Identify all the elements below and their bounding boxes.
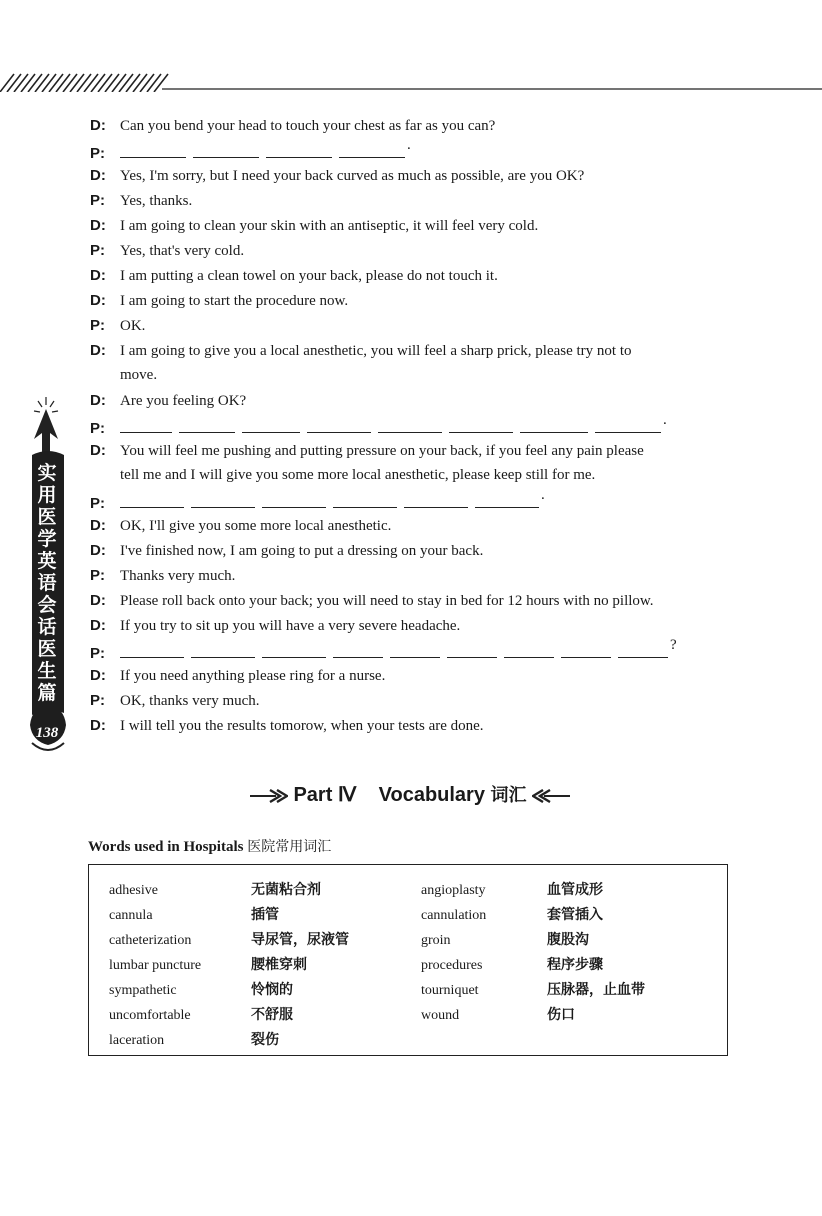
vocab-term: angioplasty [421,883,486,898]
answer-blank[interactable] [262,491,326,508]
blank-end-punctuation: . [407,137,411,153]
dialogue-line [90,288,740,313]
dialogue-line [90,488,740,513]
vocabulary-table [88,864,728,1056]
speaker-label: P: [90,567,105,584]
vocab-translation: 怜悯的 [251,982,293,998]
vocab-translation: 伤口 [547,1007,575,1023]
answer-blank[interactable] [561,641,611,658]
dialogue-line [90,238,740,263]
vocab-term: lumbar puncture [109,958,202,973]
vocab-translation: 套管插入 [547,907,603,923]
dialogue-line [90,188,740,213]
answer-blanks [120,488,551,508]
answer-blank[interactable] [504,641,554,658]
blank-end-punctuation: . [541,487,545,503]
dialogue-text: OK. [120,318,146,334]
dialogue-line [90,213,740,238]
left-ornament-icon [250,789,288,803]
dialogue-line [90,338,740,363]
speaker-label: D: [90,217,106,234]
speaker-label: D: [90,342,106,359]
dialogue-line [90,613,740,638]
dialogue-line [90,363,740,388]
part-label: Part Ⅳ [293,784,357,806]
dialogue-line [90,513,740,538]
vocab-translation: 腹股沟 [547,932,589,948]
answer-blank[interactable] [333,491,397,508]
vocab-translation: 压脉器，止血带 [547,982,645,998]
dialogue-line [90,688,740,713]
vocab-term: cannulation [421,908,487,923]
speaker-label: D: [90,542,106,559]
speaker-label: D: [90,167,106,184]
dialogue-text: If you try to sit up you will have a very severe headache. [120,618,461,634]
answer-blank[interactable] [242,416,300,433]
dialogue-text: I've finished now, I am going to put a dressing on your back. [120,543,484,559]
answer-blank[interactable] [262,641,326,658]
answer-blanks [120,413,673,433]
speaker-label: D: [90,117,106,134]
dialogue-text: I am going to start the procedure now. [120,293,349,309]
blank-end-punctuation: . [663,412,667,428]
part-title-text: Vocabulary [378,784,485,806]
page-number: 138 [35,725,59,741]
dialogue-line [90,388,740,413]
side-book-title: 实 用 医 学 英 语 会 话 医 生 篇 [37,462,57,704]
vocab-translation: 插管 [251,907,279,923]
speaker-label: P: [90,645,105,662]
header-band [0,70,822,92]
dialogue-line [90,138,740,163]
dialogue-line [90,563,740,588]
answer-blank[interactable] [120,416,172,433]
vocab-term: wound [421,1008,460,1023]
dialogue-line [90,538,740,563]
dialogue-line [90,263,740,288]
answer-blank[interactable] [449,416,513,433]
dialogue-text: Yes, that's very cold. [120,243,245,259]
speaker-label: P: [90,145,105,162]
vocabulary-heading: Words used in Hospitals 医院常用词汇 [88,839,332,855]
answer-blank[interactable] [404,491,468,508]
dialogue-text: If you need anything please ring for a nurse. [120,668,386,684]
speaker-label: P: [90,420,105,437]
answer-blank[interactable] [618,641,668,658]
dialogue-line [90,438,740,463]
dialogue-text: I am going to give you a local anesthetic, you will feel a sharp prick, please try not to [120,343,632,359]
vocab-translation: 程序步骤 [547,957,603,973]
speaker-label: D: [90,667,106,684]
vocab-translation: 裂伤 [251,1032,279,1048]
blank-end-punctuation: ? [670,637,677,653]
dialogue-line [90,413,740,438]
dialogue-text: Are you feeling OK? [120,393,247,409]
speaker-label: P: [90,317,105,334]
vocab-term: procedures [421,958,483,973]
vocab-term: tourniquet [421,983,479,998]
dialogue-line [90,113,740,138]
vocab-term: uncomfortable [109,1008,191,1023]
speaker-label: D: [90,292,106,309]
speaker-label: D: [90,517,106,534]
dialogue-line [90,638,740,663]
answer-blank[interactable] [179,416,235,433]
dialogue-text: OK, thanks very much. [120,693,260,709]
speaker-label: D: [90,592,106,609]
dialogue-line [90,163,740,188]
answer-blank[interactable] [339,141,405,158]
answer-blank[interactable] [120,641,184,658]
answer-blank[interactable] [475,491,539,508]
dialogue-text: move. [120,367,158,383]
vocab-term: laceration [109,1033,165,1048]
speaker-label: D: [90,267,106,284]
answer-blank[interactable] [520,416,588,433]
dialogue-line [90,588,740,613]
vocab-term: cannula [109,908,153,923]
speaker-label: D: [90,617,106,634]
speaker-label: D: [90,717,106,734]
dialogue-line [90,663,740,688]
dialogue-text: Thanks very much. [120,568,236,584]
answer-blank[interactable] [447,641,497,658]
speaker-label: D: [90,442,106,459]
dialogue-text: OK, I'll give you some more local anesthetic. [120,518,392,534]
answer-blank[interactable] [390,641,440,658]
speaker-label: P: [90,495,105,512]
answer-blanks [120,138,417,158]
answer-blank[interactable] [307,416,371,433]
speaker-label: P: [90,692,105,709]
answer-blank[interactable] [120,141,186,158]
answer-blank[interactable] [191,491,255,508]
dialogue-text: Yes, I'm sorry, but I need your back curved as much as possible, are you OK? [120,168,585,184]
part-title-zh: 词汇 [490,785,527,806]
vocab-term: groin [421,933,451,948]
dialogue-text: Please roll back onto your back; you will need to stay in bed for 12 hours with no pillow. [120,593,654,609]
answer-blank[interactable] [333,641,383,658]
dialogue-text: I will tell you the results tomorow, when your tests are done. [120,718,484,734]
vocab-term: adhesive [109,883,158,898]
dialogue-line [90,463,740,488]
dialogue [90,113,740,738]
vocab-term: sympathetic [109,983,177,998]
vocab-translation: 腰椎穿刺 [251,957,307,973]
speaker-label: P: [90,192,105,209]
answer-blank[interactable] [266,141,332,158]
part-heading [240,780,580,810]
speaker-label: P: [90,242,105,259]
dialogue-text: Yes, thanks. [120,193,193,209]
vocab-term: catheterization [109,933,192,948]
answer-blank[interactable] [191,641,255,658]
vocab-translation: 血管成形 [547,882,603,898]
answer-blank[interactable] [378,416,442,433]
answer-blanks [120,638,683,658]
dialogue-line [90,713,740,738]
answer-blank[interactable] [595,416,661,433]
dialogue-text: Can you bend your head to touch your chest as far as you can? [120,118,496,134]
vocab-translation: 无菌粘合剂 [251,882,321,898]
dialogue-text: You will feel me pushing and putting pressure on your back, if you feel any pain please [120,443,644,459]
dialogue-text: tell me and I will give you some more local anesthetic, please keep still for me. [120,467,596,483]
right-ornament-icon [532,789,570,803]
dialogue-line [90,313,740,338]
vocab-translation: 不舒服 [251,1007,293,1023]
dialogue-text: I am going to clean your skin with an antiseptic, it will feel very cold. [120,218,539,234]
vocab-translation: 导尿管，尿液管 [251,932,349,948]
dialogue-text: I am putting a clean towel on your back, please do not touch it. [120,268,498,284]
speaker-label: D: [90,392,106,409]
answer-blank[interactable] [193,141,259,158]
answer-blank[interactable] [120,491,184,508]
